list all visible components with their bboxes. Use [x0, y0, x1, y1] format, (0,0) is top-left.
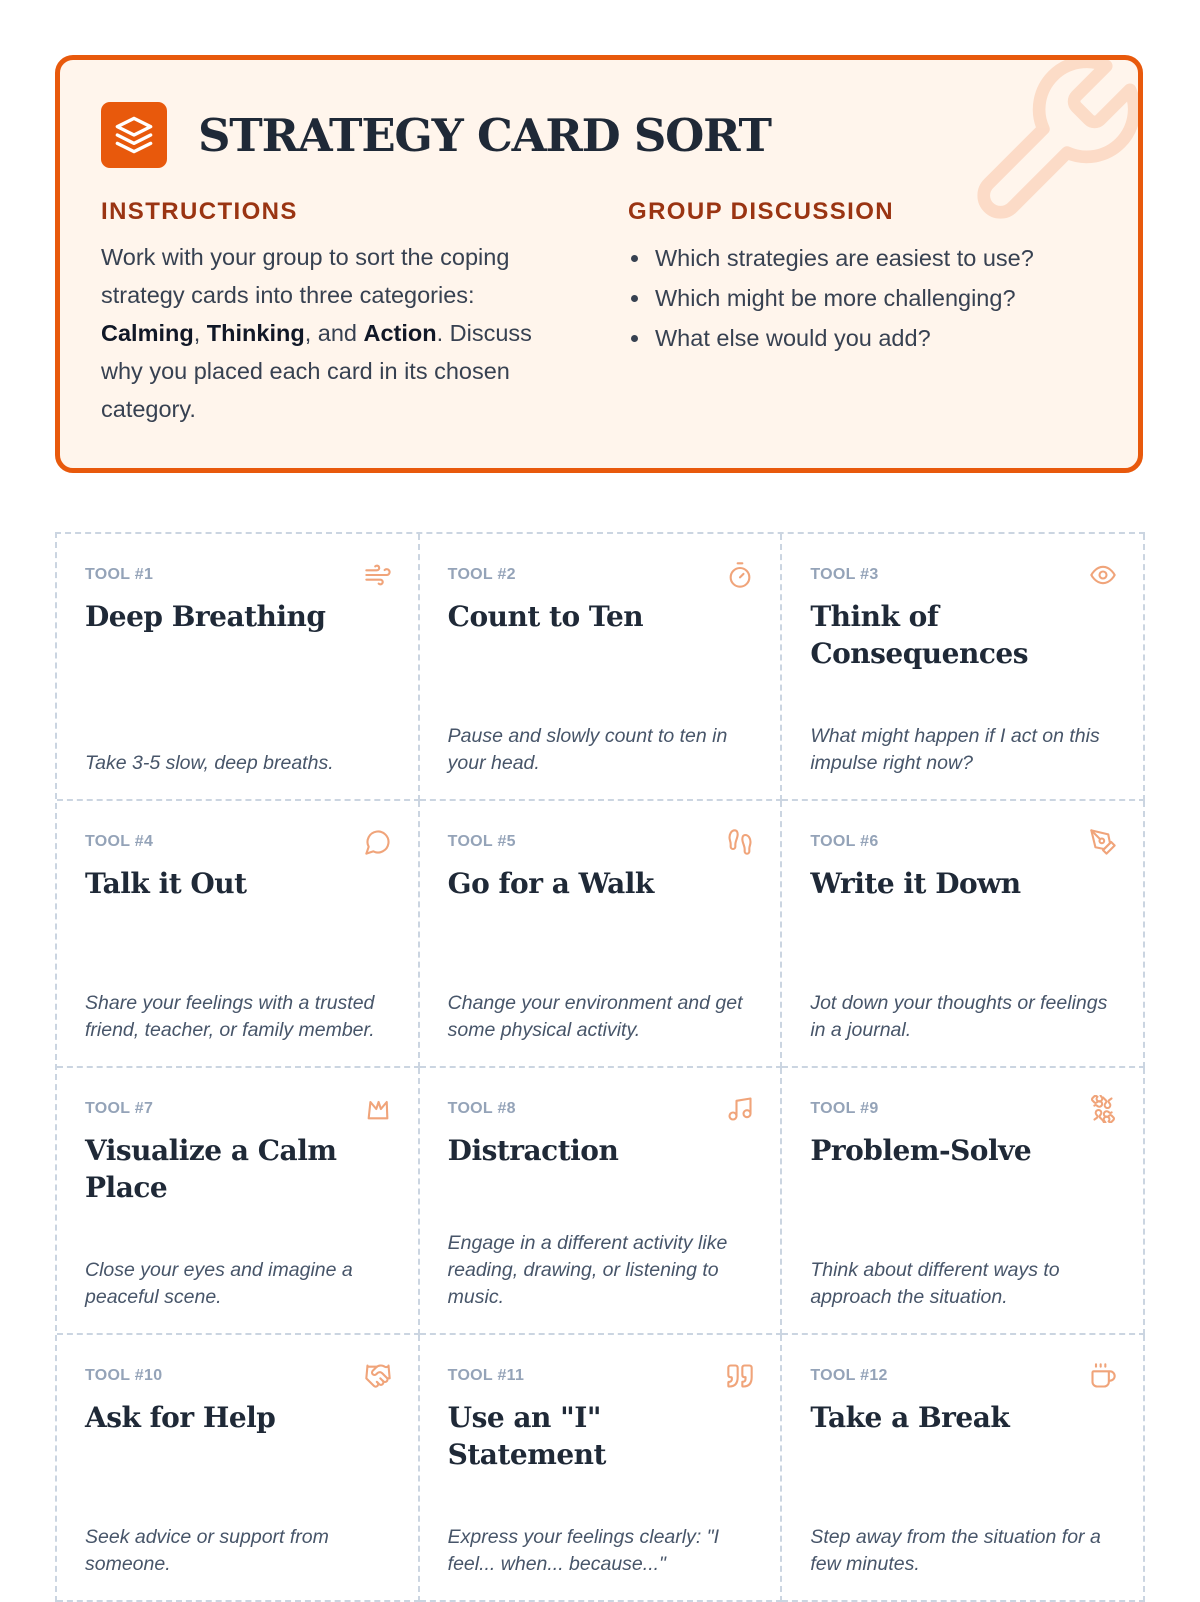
card-number: TOOL #4 — [85, 833, 154, 850]
strategy-card[interactable] — [420, 534, 783, 801]
strategy-card[interactable] — [57, 1068, 420, 1335]
card-title: Write it Down — [810, 867, 1021, 900]
card-description: Step away from the situation for a few minutes. — [810, 1526, 1101, 1575]
card-number: TOOL #5 — [447, 833, 516, 850]
strategy-card[interactable] — [782, 1335, 1145, 1602]
footprints-icon — [726, 828, 754, 856]
category-action: Action — [363, 320, 437, 346]
category-thinking: Thinking — [206, 320, 305, 346]
layers-icon — [114, 115, 154, 155]
strategy-card[interactable] — [57, 1335, 420, 1602]
card-number: TOOL #11 — [447, 1367, 525, 1384]
card-description: What might happen if I act on this impulse right now? — [810, 725, 1100, 774]
strategy-card[interactable] — [420, 801, 783, 1068]
speech-bubble-icon — [364, 828, 392, 856]
card-description: Think about different ways to approach the situation. — [810, 1259, 1060, 1308]
card-description: Share your feelings with a trusted friend, teacher, or family member. — [85, 992, 375, 1041]
card-title: Ask for Help — [85, 1401, 276, 1434]
strategy-card-grid — [55, 532, 1145, 1602]
card-title: Talk it Out — [85, 867, 247, 900]
instructions-sep-2: , and — [304, 320, 364, 346]
instructions-text-after: . Discuss why you placed each card in its chosen category. — [101, 320, 532, 422]
wind-icon — [364, 561, 392, 589]
coffee-icon — [1089, 1362, 1117, 1390]
quote-icon — [726, 1362, 754, 1390]
card-title: Visualize a Calm Place — [85, 1134, 337, 1204]
card-number: TOOL #12 — [810, 1367, 888, 1384]
pen-icon — [1089, 828, 1117, 856]
card-number: TOOL #10 — [85, 1367, 163, 1384]
card-description: Close your eyes and imagine a peaceful scene. — [85, 1259, 353, 1308]
strategy-card[interactable] — [420, 1068, 783, 1335]
card-number: TOOL #3 — [810, 566, 879, 583]
card-description: Express your feelings clearly: "I feel... when... because..." — [447, 1526, 720, 1575]
card-description: Take 3-5 slow, deep breaths. — [85, 752, 334, 774]
page-title: STRATEGY CARD SORT — [198, 109, 771, 162]
card-description: Jot down your thoughts or feelings in a journal. — [810, 992, 1108, 1041]
strategy-card[interactable] — [782, 534, 1145, 801]
card-description: Seek advice or support from someone. — [85, 1526, 329, 1575]
timer-icon — [726, 561, 754, 589]
discussion-question: What else would you add? — [628, 318, 1098, 358]
card-title: Deep Breathing — [85, 600, 326, 633]
card-number: TOOL #1 — [85, 566, 154, 583]
instructions-sep-1: , — [193, 320, 207, 346]
discussion-question: Which might be more challenging? — [628, 278, 1098, 318]
discussion-question: Which strategies are easiest to use? — [628, 238, 1098, 278]
card-number: TOOL #8 — [447, 1100, 516, 1117]
strategy-card[interactable] — [57, 534, 420, 801]
instructions-text — [101, 238, 571, 428]
card-title: Go for a Walk — [447, 867, 654, 900]
handshake-icon — [364, 1362, 392, 1390]
strategy-card[interactable] — [57, 801, 420, 1068]
instructions-heading: INSTRUCTIONS — [101, 198, 298, 225]
card-title: Think of Consequences — [810, 600, 1028, 670]
card-number: TOOL #2 — [447, 566, 516, 583]
eye-icon — [1089, 561, 1117, 589]
card-number: TOOL #6 — [810, 833, 879, 850]
card-description: Engage in a different activity like reading, drawing, or listening to music. — [447, 1232, 728, 1308]
card-description: Pause and slowly count to ten in your head. — [447, 725, 728, 774]
puzzle-icon — [1089, 1095, 1117, 1123]
strategy-card[interactable] — [782, 1068, 1145, 1335]
mountain-icon — [364, 1095, 392, 1123]
card-title: Distraction — [447, 1134, 619, 1167]
card-number: TOOL #9 — [810, 1100, 879, 1117]
wrench-icon — [960, 55, 1143, 236]
instructions-text-before: Work with your group to sort the coping strategy cards into three categories: — [101, 244, 510, 308]
discussion-heading: GROUP DISCUSSION — [628, 198, 894, 225]
strategy-card[interactable] — [782, 801, 1145, 1068]
logo-badge — [101, 102, 167, 168]
discussion-list — [628, 238, 1098, 358]
card-title: Problem-Solve — [810, 1134, 1032, 1167]
card-number: TOOL #7 — [85, 1100, 154, 1117]
card-title: Take a Break — [810, 1401, 1010, 1434]
instructions-panel — [55, 55, 1143, 473]
card-title: Count to Ten — [447, 600, 644, 633]
music-icon — [726, 1095, 754, 1123]
card-title: Use an "I" Statement — [447, 1401, 606, 1471]
strategy-card[interactable] — [420, 1335, 783, 1602]
card-description: Change your environment and get some physical activity. — [447, 992, 743, 1041]
category-calming: Calming — [101, 320, 194, 346]
